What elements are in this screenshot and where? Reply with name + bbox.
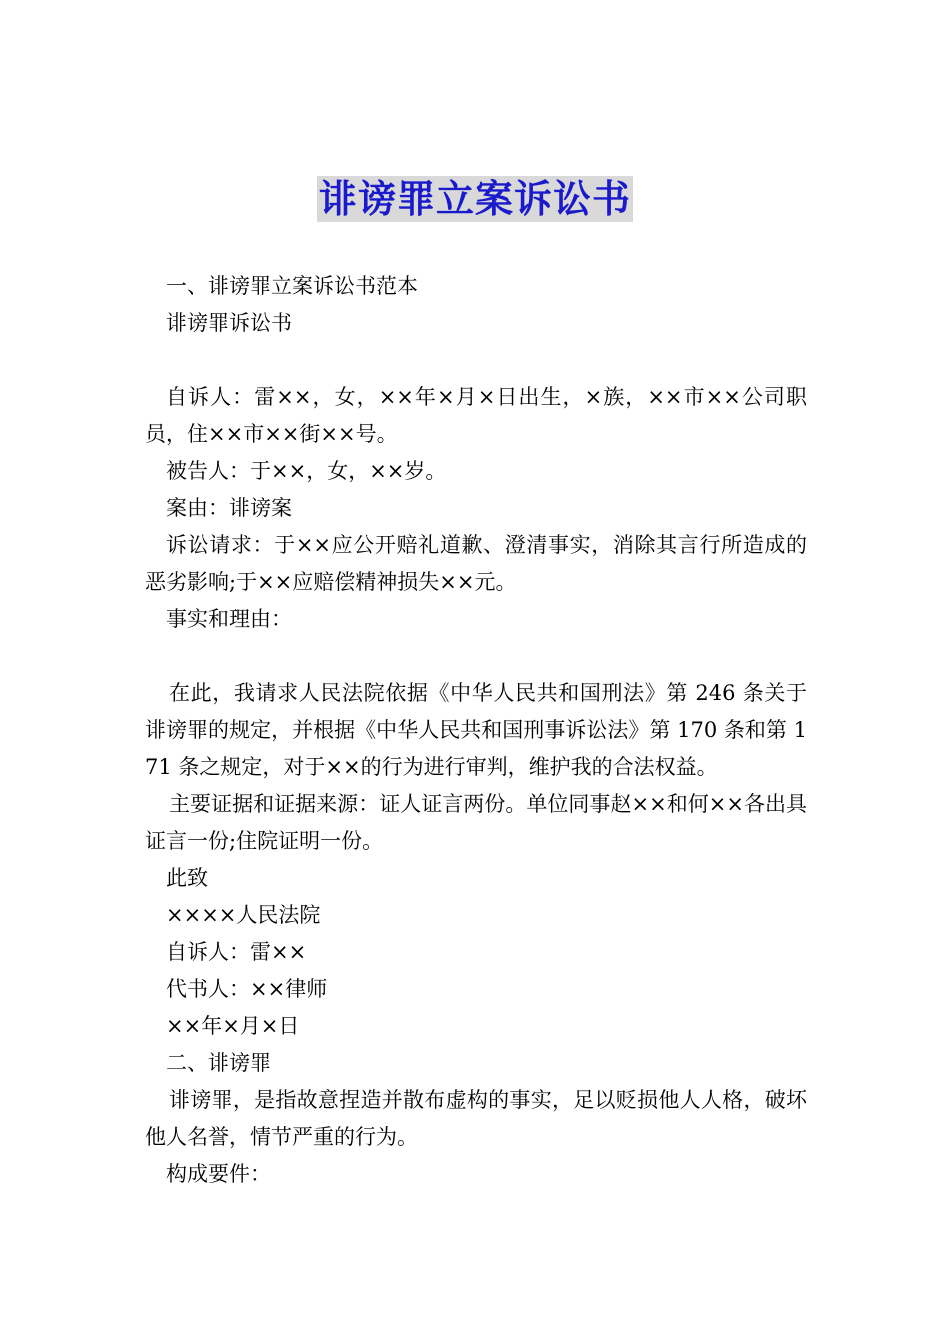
- paragraph-evidence: 主要证据和证据来源：证人证言两份。单位同事赵××和何××各出具证言一份;住院证明一份。: [145, 792, 807, 853]
- paragraph-cause: 案由：诽谤案: [166, 496, 292, 520]
- paragraph-facts-heading: 事实和理由：: [166, 607, 292, 631]
- document-body: [145, 268, 807, 1193]
- paragraph-request: 在此，我请求人民法院依据《中华人民共和国刑法》第 246 条关于诽谤罪的规定，并根据《中华人民共和国刑事诉讼法》第 170 条和第 171 条之规定，对于××的行为进行审判，维护我的合法权益。: [145, 681, 807, 779]
- blank-line: [145, 638, 807, 675]
- paragraph-elements-heading: 构成要件：: [166, 1162, 271, 1186]
- section-heading-2: 二、诽谤罪: [166, 1051, 271, 1075]
- closing-salutation: 此致: [166, 866, 208, 890]
- paragraph-defendant: 被告人：于××，女，××岁。: [166, 459, 447, 483]
- title-container: [0, 176, 950, 222]
- blank-line: [145, 342, 807, 379]
- signature-writer: 代书人：××律师: [166, 977, 328, 1001]
- subheading: 诽谤罪诉讼书: [166, 311, 292, 335]
- signature-date: ××年×月×日: [166, 1014, 300, 1038]
- addressee-court: ××××人民法院: [166, 903, 321, 927]
- paragraph-claims: 诉讼请求：于××应公开赔礼道歉、澄清事实，消除其言行所造成的恶劣影响;于××应赔偿精神损失××元。: [145, 533, 807, 594]
- signature-plaintiff: 自诉人：雷××: [166, 940, 307, 964]
- document-title: 诽谤罪立案诉讼书: [318, 177, 631, 221]
- paragraph-plaintiff: 自诉人：雷××，女，××年×月×日出生，×族，××市××公司职员，住××市××街××号。: [145, 385, 807, 446]
- paragraph-definition: 诽谤罪，是指故意捏造并散布虚构的事实，足以贬损他人人格，破坏他人名誉，情节严重的行为。: [145, 1088, 807, 1149]
- section-heading-1: 一、诽谤罪立案诉讼书范本: [166, 274, 418, 298]
